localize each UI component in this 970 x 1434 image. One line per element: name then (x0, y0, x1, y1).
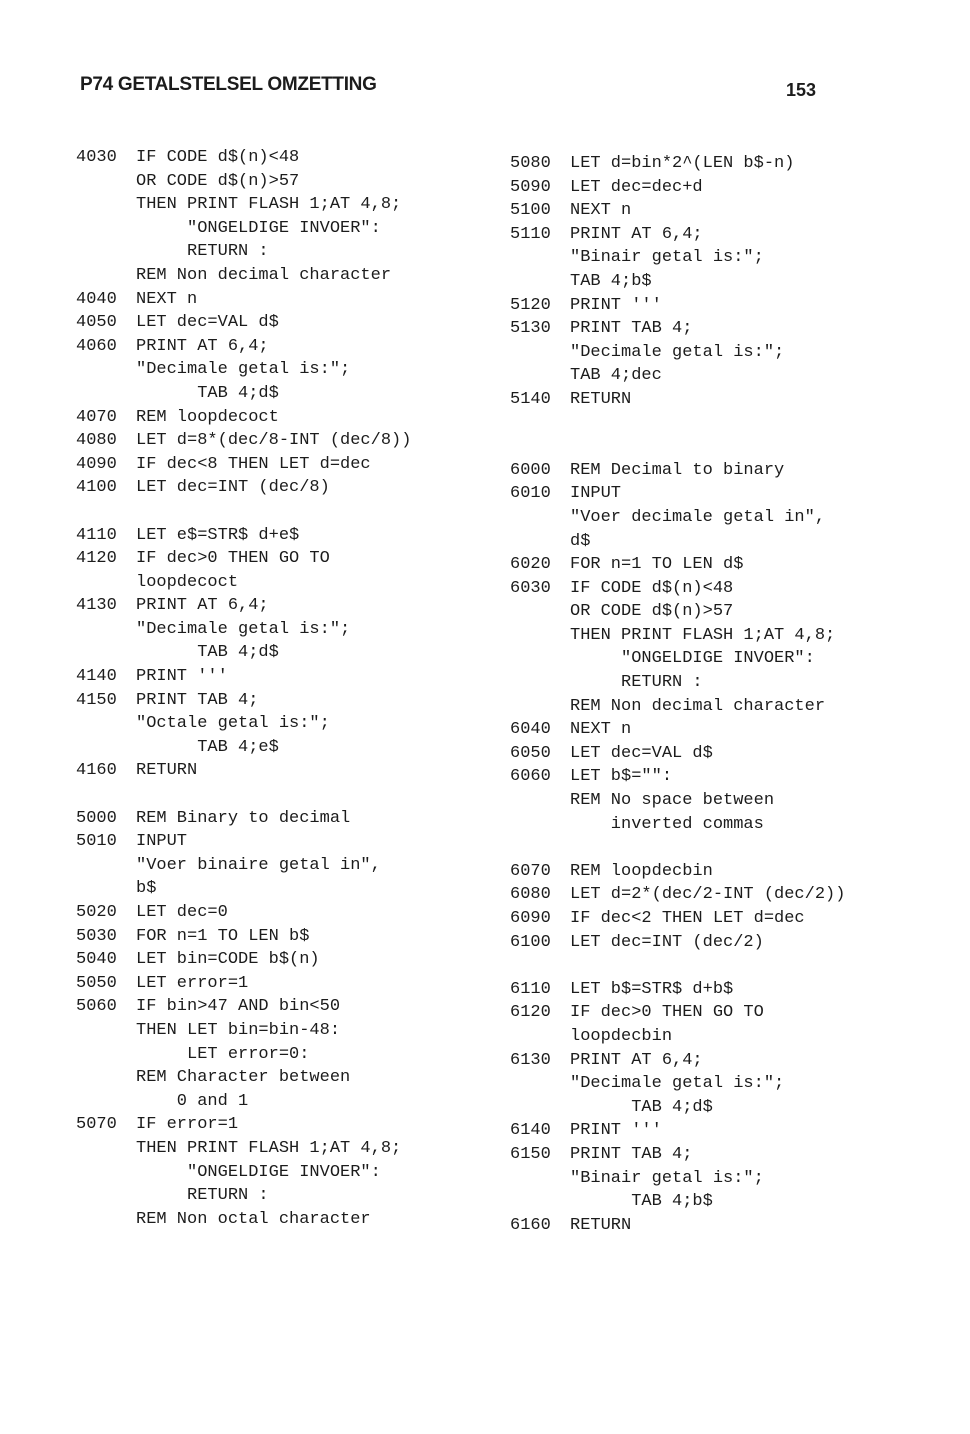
code-line (76, 571, 476, 595)
line-number: 5020 (76, 903, 117, 922)
code-text: LET dec=VAL d$ (136, 313, 279, 333)
code-line (510, 647, 960, 671)
code-line (510, 435, 960, 459)
code-text: FOR n=1 TO LEN b$ (136, 926, 310, 946)
code-line (76, 288, 476, 312)
code-text: IF dec<8 THEN LET d=dec (136, 454, 371, 474)
code-text: 0 and 1 (136, 1091, 249, 1111)
code-text: THEN PRINT FLASH 1;AT 4,8; (136, 1138, 402, 1158)
code-text: PRINT ''' (570, 1121, 662, 1141)
code-text: LET d=2*(dec/2-INT (dec/2)) (570, 885, 846, 905)
code-line (510, 860, 960, 884)
code-text: REM loopdecbin (570, 861, 713, 881)
code-text: OR CODE d$(n)>57 (570, 602, 734, 622)
code-text: IF CODE d$(n)<48 (570, 578, 734, 598)
line-number (510, 246, 570, 270)
line-number: 5120 (510, 295, 551, 315)
code-text: "Voer decimale getal in", (570, 507, 826, 527)
line-number (76, 240, 136, 264)
line-number: 4160 (76, 761, 117, 781)
line-number (76, 1043, 136, 1067)
code-line (76, 264, 476, 288)
line-number: 4150 (76, 690, 117, 710)
code-text: TAB 4;b$ (570, 271, 652, 291)
line-number: 4060 (76, 336, 117, 356)
code-line (76, 476, 476, 500)
code-text: LET dec=dec+d (570, 177, 703, 197)
line-number (76, 736, 136, 760)
code-text: RETURN : (136, 242, 269, 262)
line-number (510, 1167, 570, 1191)
line-number (76, 1137, 136, 1161)
code-text: "Voer binaire getal in", (136, 855, 381, 875)
code-text: PRINT AT 6,4; (570, 1050, 703, 1070)
code-text: PRINT TAB 4; (570, 319, 693, 339)
line-number (76, 264, 136, 288)
line-number: 5000 (76, 808, 117, 828)
code-text: NEXT n (570, 201, 632, 221)
code-line (76, 429, 476, 453)
code-line (76, 1090, 476, 1114)
line-number: 6050 (510, 743, 551, 763)
code-line (76, 830, 476, 854)
line-number: 6030 (510, 578, 551, 598)
code-text: REM loopdecoct (136, 407, 279, 427)
code-text: "Decimale getal is:"; (136, 360, 351, 380)
code-text: LET bin=CODE b$(n) (136, 950, 320, 970)
line-number: 5130 (510, 319, 551, 339)
code-text: TAB 4;b$ (570, 1192, 713, 1212)
code-line (510, 1119, 960, 1143)
line-number: 4130 (76, 596, 117, 616)
line-number (76, 641, 136, 665)
line-number (510, 1025, 570, 1049)
line-number: 5040 (76, 950, 117, 970)
code-text: RETURN : (570, 673, 703, 693)
code-text: LET dec=VAL d$ (570, 743, 713, 763)
line-number (76, 1161, 136, 1185)
line-number: 4090 (76, 454, 117, 474)
code-text: "ONGELDIGE INVOER": (136, 1162, 381, 1182)
line-number (510, 671, 570, 695)
line-number: 5140 (510, 389, 551, 409)
code-line (510, 553, 960, 577)
code-text: IF bin>47 AND bin<50 (136, 997, 341, 1017)
line-number (76, 382, 136, 406)
code-line (510, 931, 960, 955)
line-number (76, 1090, 136, 1114)
code-line (76, 1019, 476, 1043)
line-number: 6120 (510, 1003, 551, 1023)
code-line (510, 364, 960, 388)
code-text: "Binair getal is:"; (570, 248, 764, 268)
code-line (76, 736, 476, 760)
code-text: IF dec<2 THEN LET d=dec (570, 909, 805, 928)
code-text: TAB 4;d$ (136, 383, 279, 403)
line-number: 4030 (76, 148, 117, 167)
code-line (510, 978, 960, 1002)
line-number (510, 506, 570, 530)
code-line (510, 1072, 960, 1096)
code-text: RETURN : (136, 1186, 269, 1206)
code-line (510, 482, 960, 506)
code-line (510, 836, 960, 860)
line-number: 4100 (76, 478, 117, 498)
code-line (510, 1190, 960, 1214)
code-line (76, 618, 476, 642)
line-number: 5030 (76, 926, 117, 946)
line-number (510, 624, 570, 648)
code-line (76, 594, 476, 618)
code-line (510, 765, 960, 789)
code-text: OR CODE d$(n)>57 (136, 171, 300, 191)
code-text: REM No space between (570, 791, 775, 811)
line-number: 6060 (510, 767, 551, 787)
line-number: 6140 (510, 1121, 551, 1141)
code-line (76, 1043, 476, 1067)
line-number (76, 712, 136, 736)
code-text: REM Non decimal character (570, 696, 826, 716)
code-line (510, 459, 960, 483)
code-line (510, 1049, 960, 1073)
line-number (76, 1208, 136, 1232)
line-number (510, 789, 570, 813)
code-line (76, 406, 476, 430)
code-line (76, 1208, 476, 1232)
code-line (76, 1066, 476, 1090)
code-line (76, 382, 476, 406)
code-line (510, 199, 960, 223)
code-line (510, 1025, 960, 1049)
code-line (76, 641, 476, 665)
line-number (510, 270, 570, 294)
line-number (510, 435, 570, 459)
code-line (76, 689, 476, 713)
code-line (76, 925, 476, 949)
code-line (510, 954, 960, 978)
code-text: IF dec>0 THEN GO TO (570, 1003, 764, 1023)
line-number (510, 364, 570, 388)
code-line (76, 1161, 476, 1185)
line-number: 6130 (510, 1050, 551, 1070)
code-text: LET b$=STR$ d+b$ (570, 979, 734, 999)
line-number: 6100 (510, 932, 551, 952)
code-text: "Binair getal is:"; (570, 1168, 764, 1188)
code-line (510, 412, 960, 436)
line-number: 6070 (510, 861, 551, 881)
code-text: IF dec>0 THEN GO TO (136, 549, 330, 569)
code-line (76, 524, 476, 548)
code-line (510, 1167, 960, 1191)
line-number: 5010 (76, 832, 117, 852)
code-text: TAB 4;dec (570, 366, 662, 386)
code-text: PRINT ''' (570, 295, 662, 315)
code-line (510, 624, 960, 648)
code-text: RETURN (570, 1215, 632, 1235)
code-text: inverted commas (570, 814, 764, 834)
code-line (76, 877, 476, 901)
code-text: PRINT AT 6,4; (136, 596, 269, 616)
code-line (76, 972, 476, 996)
code-line (76, 995, 476, 1019)
code-line (76, 783, 476, 807)
line-number: 5110 (510, 224, 551, 244)
line-number: 6110 (510, 979, 551, 999)
page-title: P74 GETALSTELSEL OMZETTING (80, 74, 377, 95)
code-line (76, 1113, 476, 1137)
code-line (76, 1137, 476, 1161)
line-number: 6090 (510, 909, 551, 928)
code-line (510, 246, 960, 270)
line-number (76, 618, 136, 642)
code-line (76, 759, 476, 783)
code-line (76, 500, 476, 524)
code-text: LET dec=0 (136, 903, 228, 922)
code-text: "Decimale getal is:"; (570, 1074, 785, 1094)
code-line (76, 170, 476, 194)
code-text: d$ (570, 531, 591, 551)
code-listing-left (76, 146, 476, 1231)
line-number (510, 1072, 570, 1096)
line-number: 6040 (510, 720, 551, 740)
code-text: FOR n=1 TO LEN d$ (570, 555, 744, 575)
code-line (76, 901, 476, 925)
code-text: loopdecoct (136, 572, 239, 592)
line-number (76, 877, 136, 901)
code-line (76, 453, 476, 477)
code-text: "Decimale getal is:"; (570, 342, 785, 362)
line-number (510, 412, 570, 436)
line-number (510, 813, 570, 837)
code-text: THEN PRINT FLASH 1;AT 4,8; (570, 625, 836, 645)
code-text: THEN PRINT FLASH 1;AT 4,8; (136, 195, 402, 215)
line-number: 4040 (76, 289, 117, 309)
code-text: "ONGELDIGE INVOER": (136, 218, 381, 238)
line-number (76, 358, 136, 382)
code-line (510, 388, 960, 412)
code-text: TAB 4;e$ (136, 737, 279, 757)
code-line (76, 712, 476, 736)
code-text: "Octale getal is:"; (136, 714, 330, 734)
code-line (76, 1184, 476, 1208)
line-number (76, 1066, 136, 1090)
code-line (510, 223, 960, 247)
code-line (510, 813, 960, 837)
code-text: LET d=8*(dec/8-INT (dec/8)) (136, 431, 412, 451)
code-line (76, 335, 476, 359)
code-line (510, 152, 960, 176)
code-line (76, 665, 476, 689)
code-text: REM Character between (136, 1068, 351, 1088)
code-text: PRINT TAB 4; (570, 1144, 693, 1164)
code-line (76, 358, 476, 382)
code-text: INPUT (136, 832, 188, 852)
code-text: LET b$="": (570, 767, 673, 787)
code-line (510, 577, 960, 601)
line-number: 5060 (76, 997, 117, 1017)
code-line (510, 907, 960, 931)
line-number: 4080 (76, 431, 117, 451)
code-text: PRINT ''' (136, 667, 228, 687)
line-number (510, 600, 570, 624)
code-line (510, 530, 960, 554)
code-text: PRINT AT 6,4; (136, 336, 269, 356)
code-text: REM Non octal character (136, 1209, 371, 1229)
line-number: 6010 (510, 484, 551, 504)
code-line (76, 193, 476, 217)
code-text: REM Non decimal character (136, 265, 392, 285)
code-line (510, 506, 960, 530)
line-number: 4050 (76, 313, 117, 333)
code-text: RETURN (136, 761, 198, 781)
code-line (510, 742, 960, 766)
line-number (510, 954, 570, 978)
code-line (510, 695, 960, 719)
code-line (510, 317, 960, 341)
line-number: 6020 (510, 555, 551, 575)
code-line (510, 1143, 960, 1167)
code-line (510, 718, 960, 742)
code-line (76, 146, 476, 170)
line-number (510, 1096, 570, 1120)
code-line (510, 341, 960, 365)
code-text: loopdecbin (570, 1026, 673, 1046)
code-text: REM Binary to decimal (136, 808, 351, 828)
code-text: REM Decimal to binary (570, 460, 785, 480)
code-line (510, 1214, 960, 1238)
code-line (510, 789, 960, 813)
line-number: 4110 (76, 525, 117, 545)
code-text: "Decimale getal is:"; (136, 619, 351, 639)
code-text: THEN LET bin=bin-48: (136, 1020, 341, 1040)
line-number: 5070 (76, 1115, 117, 1135)
code-text: NEXT n (570, 720, 632, 740)
line-number (510, 695, 570, 719)
line-number: 4120 (76, 549, 117, 569)
code-line (76, 948, 476, 972)
code-line (76, 217, 476, 241)
line-number (76, 1184, 136, 1208)
line-number (76, 1019, 136, 1043)
line-number: 4070 (76, 407, 117, 427)
line-number: 5080 (510, 154, 551, 173)
code-text: RETURN (570, 389, 632, 409)
line-number: 6160 (510, 1215, 551, 1235)
code-line (510, 883, 960, 907)
code-text: PRINT AT 6,4; (570, 224, 703, 244)
line-number (510, 647, 570, 671)
code-line (76, 854, 476, 878)
line-number (76, 783, 136, 807)
line-number: 6000 (510, 460, 551, 480)
line-number (76, 170, 136, 194)
line-number (76, 193, 136, 217)
line-number: 4140 (76, 667, 117, 687)
code-text: TAB 4;d$ (136, 643, 279, 663)
code-text: NEXT n (136, 289, 198, 309)
line-number (76, 217, 136, 241)
page-number: 153 (786, 80, 817, 100)
code-text: LET e$=STR$ d+e$ (136, 525, 300, 545)
code-text: LET dec=INT (dec/8) (136, 478, 330, 498)
line-number: 5090 (510, 177, 551, 197)
code-text: IF error=1 (136, 1115, 239, 1135)
code-line (510, 600, 960, 624)
code-line (76, 311, 476, 335)
line-number: 6080 (510, 885, 551, 905)
line-number (76, 500, 136, 524)
code-line (76, 240, 476, 264)
code-line (76, 807, 476, 831)
line-number: 5050 (76, 973, 117, 993)
line-number (76, 571, 136, 595)
code-text: b$ (136, 879, 157, 899)
line-number: 6150 (510, 1144, 551, 1164)
code-line (510, 294, 960, 318)
code-line (510, 270, 960, 294)
code-text: PRINT TAB 4; (136, 690, 259, 710)
code-listing-right (510, 152, 960, 1237)
line-number (510, 1190, 570, 1214)
line-number (510, 836, 570, 860)
code-line (76, 547, 476, 571)
line-number (510, 530, 570, 554)
line-number: 5100 (510, 201, 551, 221)
code-text: IF CODE d$(n)<48 (136, 148, 300, 167)
line-number (510, 341, 570, 365)
code-text: INPUT (570, 484, 622, 504)
code-text: LET d=bin*2^(LEN b$-n) (570, 154, 795, 173)
code-text: LET error=1 (136, 973, 249, 993)
code-line (510, 671, 960, 695)
code-line (510, 1096, 960, 1120)
line-number (76, 854, 136, 878)
code-text: "ONGELDIGE INVOER": (570, 649, 815, 669)
code-line (510, 176, 960, 200)
code-text: LET error=0: (136, 1044, 310, 1064)
code-text: LET dec=INT (dec/2) (570, 932, 764, 952)
code-line (510, 1001, 960, 1025)
code-text: TAB 4;d$ (570, 1097, 713, 1117)
